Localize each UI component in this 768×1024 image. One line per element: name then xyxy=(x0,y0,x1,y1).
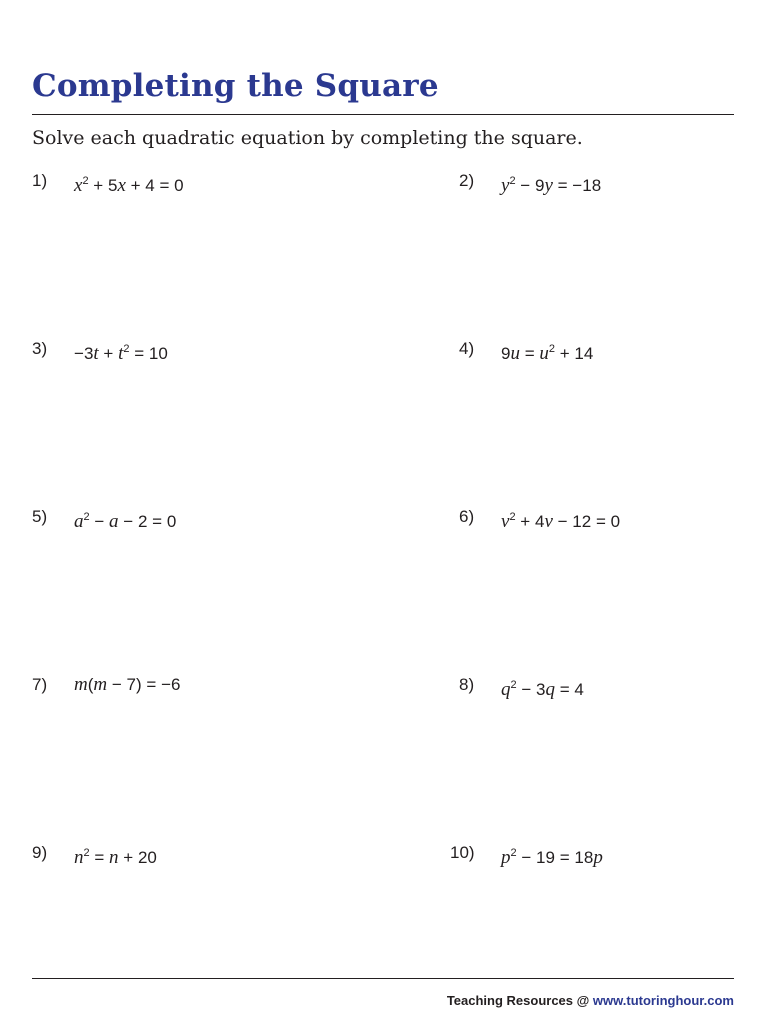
problem-number: 3) xyxy=(32,339,48,358)
problem-equation: $x^2 + 5x + 4 = 0$ xyxy=(74,175,184,196)
problem-number: 1) xyxy=(32,171,48,190)
page-title: Completing the Square xyxy=(32,68,439,104)
problem-number: 6) xyxy=(459,507,475,526)
problem-number: 2) xyxy=(459,171,475,190)
problem-number: 5) xyxy=(32,507,48,526)
problem-equation: $n^2 = n + 20$ xyxy=(74,847,157,868)
problem-equation: $a^2 - a - 2 = 0$ xyxy=(74,511,177,532)
problem-number: 8) xyxy=(459,675,475,694)
footer-link[interactable]: www.tutoringhour.com xyxy=(592,993,734,1008)
footer-credit xyxy=(447,993,734,1008)
problem-equation: $-3t + t^2 = 10$ xyxy=(74,343,168,364)
problem-equation: $q^2 - 3q = 4$ xyxy=(501,679,584,700)
problem-number: 10) xyxy=(450,843,475,862)
footer-divider xyxy=(32,978,734,979)
problem-equation: m(m − 7) = −6 xyxy=(74,674,181,695)
title-divider xyxy=(32,114,734,115)
instructions: Solve each quadratic equation by completing the square. xyxy=(32,127,583,149)
problem-equation: $9u = u^2 + 14$ xyxy=(501,343,594,364)
footer-label: Teaching Resources @ xyxy=(446,993,593,1008)
problem-equation: $p^2 - 19 = 18p$ xyxy=(501,847,603,868)
problem-number: 9) xyxy=(32,843,48,862)
problem-equation: $y^2 - 9y = -18$ xyxy=(501,175,602,196)
problem-number: 4) xyxy=(459,339,475,358)
problem-number: 7) xyxy=(32,675,48,694)
problem-equation: $v^2 + 4v - 12 = 0$ xyxy=(501,511,621,532)
